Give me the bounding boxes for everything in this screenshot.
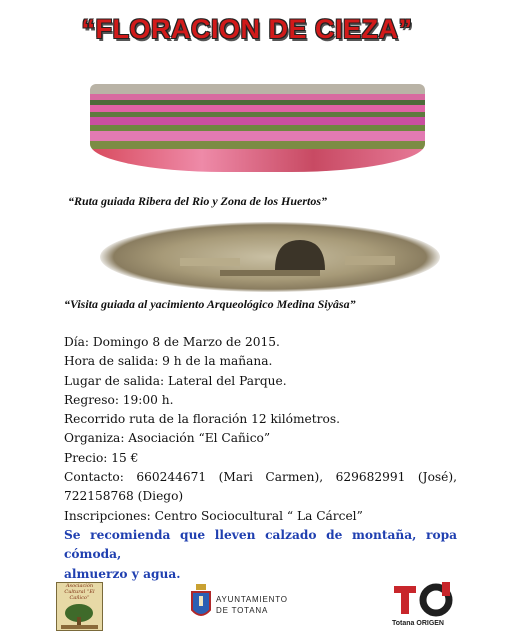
- totana-to-icon: [392, 582, 460, 620]
- contact-line: Contacto: 660244671 (Mari Carmen), 629682991 (José),: [64, 470, 457, 485]
- flower-fields-image: [90, 84, 425, 172]
- organizer-line: Organiza: Asociación “El Cañico”: [64, 431, 271, 446]
- totana-line: DE TOTANA: [216, 606, 269, 615]
- ruins-arch-icon: [100, 222, 440, 292]
- totana-origen-text: Totana ORIGEN: [392, 620, 444, 627]
- coat-of-arms-icon: [190, 584, 212, 622]
- tree-icon: [57, 601, 102, 631]
- return-line: Regreso: 19:00 h.: [64, 392, 174, 407]
- ayuntamiento-totana-logo: [190, 584, 320, 624]
- event-details: [64, 333, 457, 584]
- inscriptions-line: Inscripciones: Centro Sociocultural “ La Cárcel”: [64, 508, 363, 523]
- contact-line-2: 722158768 (Diego): [64, 489, 184, 504]
- recommendation-line-2: almuerzo y agua.: [64, 566, 181, 581]
- route-line: Recorrido ruta de la floración 12 kilómetros.: [64, 412, 340, 427]
- date-line: Día: Domingo 8 de Marzo de 2015.: [64, 335, 280, 349]
- archaeological-site-image: [100, 222, 440, 292]
- departure-place-line: Lugar de salida: Lateral del Parque.: [64, 373, 287, 388]
- route-subtitle: “Ruta guiada Ribera del Rio y Zona de los Huertos”: [68, 194, 328, 208]
- price-line: Precio: 15 €: [64, 450, 139, 465]
- ayuntamiento-line: AYUNTAMIENTO: [216, 595, 288, 604]
- departure-time-line: Hora de salida: 9 h de la mañana.: [64, 354, 273, 369]
- poster-title: “FLORACION DE CIEZA”: [81, 14, 413, 44]
- asociacion-el-canico-logo: [56, 582, 103, 631]
- asociacion-logo-text: Asociación Cultural “El Cañico”: [64, 583, 95, 601]
- totana-origen-logo: [392, 582, 460, 632]
- visit-subtitle: “Visita guiada al yacimiento Arqueológico Medina Siyâsa”: [64, 297, 356, 311]
- recommendation-line: Se recomienda que lleven calzado de montaña, ropa cómoda,: [64, 527, 457, 562]
